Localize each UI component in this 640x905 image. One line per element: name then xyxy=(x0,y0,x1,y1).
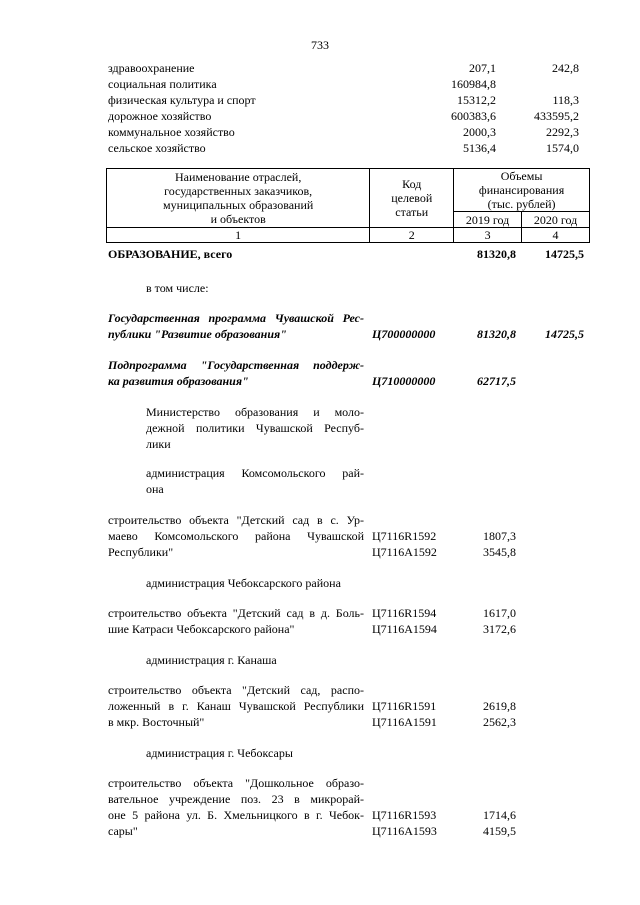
object-line: Республики" xyxy=(108,545,174,559)
row-name: дорожное хозяйство xyxy=(108,109,212,123)
row-2019: 160984,8 xyxy=(451,77,496,91)
program-2020: 14725,5 xyxy=(545,327,584,341)
object-value: 2562,3 xyxy=(483,715,516,729)
object-value: 2619,8 xyxy=(483,699,516,713)
row-2019: 2000,3 xyxy=(463,125,496,139)
header-col-number: 2 xyxy=(370,228,454,243)
header-year-2019: 2019 год xyxy=(454,212,522,228)
object-code: Ц7116А1594 xyxy=(372,622,437,636)
object-value: 1714,6 xyxy=(483,808,516,822)
ministry-line: Министерство образования и моло- xyxy=(146,405,364,419)
subprogram-code: Ц710000000 xyxy=(372,374,436,388)
row-2019: 5136,4 xyxy=(463,141,496,155)
ministry-line: дежной политики Чувашской Респуб- xyxy=(146,421,364,435)
object-code: Ц7116R1594 xyxy=(372,606,437,620)
header-name-cell xyxy=(107,169,370,228)
row-2019: 600383,6 xyxy=(451,109,496,123)
object-value: 1807,3 xyxy=(483,529,516,543)
page-number: 733 xyxy=(311,38,329,52)
object-code: Ц7116А1592 xyxy=(372,545,437,559)
object-value: 3172,6 xyxy=(483,622,516,636)
edu-total-2019: 81320,8 xyxy=(477,247,516,261)
object-value: 3545,8 xyxy=(483,545,516,559)
object-code: Ц7116R1591 xyxy=(372,699,437,713)
object-line: вательное учреждение поз. 23 в микрорай- xyxy=(108,792,364,806)
header-col-number: 1 xyxy=(107,228,370,243)
ministry-line: лики xyxy=(146,437,171,451)
object-line: строительство объекта "Детский сад в с. Ур- xyxy=(108,513,364,527)
object-line: строительство объекта "Дошкольное образо- xyxy=(108,776,364,790)
object-code: Ц7116А1593 xyxy=(372,824,437,838)
header-col-number: 3 xyxy=(454,228,522,243)
object-line: маево Комсомольского района Чувашской xyxy=(108,529,364,543)
object-line: оне 5 района ул. Б. Хмельницкого в г. Чебок- xyxy=(108,808,364,822)
object-value: 4159,5 xyxy=(483,824,516,838)
header-code-cell xyxy=(370,169,454,228)
header-name-line: и объектов xyxy=(210,212,266,226)
object-line: строительство объекта "Детский сад, распо- xyxy=(108,683,364,697)
object-code: Ц7116R1592 xyxy=(372,529,437,543)
komsomol-admin-line: администрация Комсомольского рай- xyxy=(146,466,364,480)
object-line: сары" xyxy=(108,824,138,838)
header-name-line: муниципальных образований xyxy=(163,198,314,212)
header-code-line: статьи xyxy=(395,205,429,219)
object-code: Ц7116А1591 xyxy=(372,715,437,729)
program-line: Государственная программа Чувашской Рес- xyxy=(108,311,364,325)
row-2020: 433595,2 xyxy=(534,109,579,123)
subprogram-2019: 62717,5 xyxy=(477,374,516,388)
subprogram-line: ка развития образования" xyxy=(108,374,249,388)
row-2019: 207,1 xyxy=(469,61,496,75)
row-2019: 15312,2 xyxy=(457,93,496,107)
row-2020: 118,3 xyxy=(552,93,579,107)
edu-total-2020: 14725,5 xyxy=(545,247,584,261)
program-code: Ц700000000 xyxy=(372,327,436,341)
cheb-city-admin: администрация г. Чебоксары xyxy=(146,746,293,760)
row-name: коммунальное хозяйство xyxy=(108,125,235,139)
header-col-number: 4 xyxy=(522,228,590,243)
row-name: социальная политика xyxy=(108,77,217,91)
header-volume-line: Объемы xyxy=(500,169,543,183)
object-code: Ц7116R1593 xyxy=(372,808,437,822)
header-code-line: целевой xyxy=(391,191,433,205)
object-line: ложенный в г. Канаш Чувашской Республики xyxy=(108,699,364,713)
table-header xyxy=(106,168,590,243)
row-name: здравоохранение xyxy=(108,61,195,75)
object-line: шие Катраси Чебоксарского района" xyxy=(108,622,295,636)
header-name-line: государственных заказчиков, xyxy=(164,184,313,198)
header-volume-line: финансирования xyxy=(478,183,565,197)
row-2020: 2292,3 xyxy=(546,125,579,139)
program-2019: 81320,8 xyxy=(477,327,516,341)
header-volume-cell xyxy=(454,169,590,212)
header-code-line: Код xyxy=(402,177,422,191)
subprogram-line: Подпрограмма "Государственная поддерж- xyxy=(108,358,364,372)
program-line: публики "Развитие образования" xyxy=(108,327,287,341)
object-line: строительство объекта "Детский сад в д. Боль- xyxy=(108,606,364,620)
row-2020: 242,8 xyxy=(552,61,579,75)
row-2020: 1574,0 xyxy=(546,141,579,155)
kanash-admin: администрация г. Канаша xyxy=(146,653,277,667)
object-line: в мкр. Восточный" xyxy=(108,715,205,729)
including-label: в том числе: xyxy=(146,281,209,295)
komsomol-admin-line: она xyxy=(146,482,164,496)
cheb-district-admin: администрация Чебоксарского района xyxy=(146,576,341,590)
header-volume-line: (тыс. рублей) xyxy=(487,197,556,211)
header-name-line: Наименование отраслей, xyxy=(174,170,302,184)
row-name: физическая культура и спорт xyxy=(108,93,256,107)
header-year-2020: 2020 год xyxy=(522,212,590,228)
object-value: 1617,0 xyxy=(483,606,516,620)
edu-total-label: ОБРАЗОВАНИЕ, всего xyxy=(108,247,233,261)
row-name: сельское хозяйство xyxy=(108,141,206,155)
